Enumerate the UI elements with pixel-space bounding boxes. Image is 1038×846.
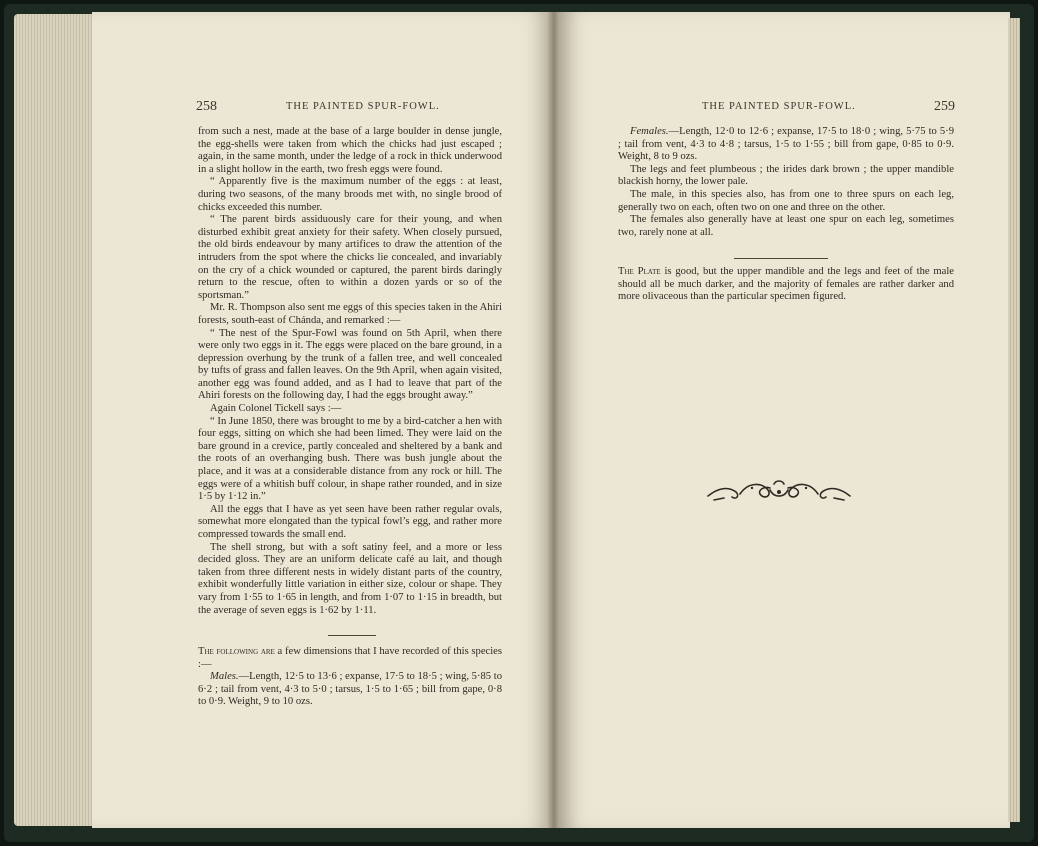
plate-rest: is good, but the upper mandible and the legs and feet of the male should all be much darker, and the majority of females are rather darker and more olivaceous than the particular specimen figured.: [618, 266, 954, 303]
females-label: Females.: [630, 126, 669, 137]
females-measurements: [618, 126, 954, 164]
males-text: —Length, 12·5 to 13·6 ; expanse, 17·5 to 18·5 ; wing, 5·85 to 6·2 ; tail from vent, 4·3 to 5·0 ; tarsus, 1·5 to 1·65 ; bill from gape, 0·8 to 0·9. Weight, 9 to 10 ozs.: [198, 671, 502, 708]
plate-paragraph: [618, 266, 954, 304]
males-label: Males.: [210, 671, 239, 683]
section-rule: [734, 258, 828, 259]
paragraph: “ In June 1850, there was brought to me by a bird-catcher a hen with four eggs, sitting on which she had been limed. They were laid on the bare ground in a crevice, partly concealed and sheltered by a bank and the roots of an overhanging bush. There was bush jungle about the place, and it was at a considerable distance from any rock or hill. The eggs were of a whitish buff colour, in shape rather rounded, and in size 1·5 by 1·12 in.”: [198, 415, 502, 503]
paragraph: The females also generally have at least one spur on each leg, sometimes two, rarely none at all.: [618, 214, 954, 238]
right-running-head: THE PAINTED SPUR-FOWL.: [702, 101, 856, 112]
paragraph: Mr. R. Thompson also sent me eggs of this species taken in the Ahiri forests, south-east of Chánda, and remarked :—: [198, 302, 502, 326]
plate-note: [618, 266, 954, 304]
plate-lead: The Plate: [618, 266, 661, 277]
right-text: [618, 126, 954, 239]
paragraph: from such a nest, made at the base of a large boulder in dense jungle, the egg-shells were taken from which the chicks had just escaped ; again, in the same month, under the ledge of a rock in thick underwood in a slight hollow in the earth, two fresh eggs were found.: [198, 126, 502, 175]
paragraph: “ The nest of the Spur-Fowl was found on 5th April, when there were only two eggs in it. The eggs were placed on the bare ground, in a depression overhung by the trunk of a fallen tree, and well concealed by tufts of grass and fallen leaves. On the 9th April, when again visited, another egg was found added, and as I had to leave that part of the Ahiri forests on the following day, I had the eggs brought away.”: [198, 327, 502, 402]
paragraph: Again Colonel Tickell says :—: [210, 403, 342, 415]
dimensions-lead: The following are: [198, 646, 275, 657]
right-page-edges: [1008, 18, 1020, 822]
left-running-head: THE PAINTED SPUR-FOWL.: [286, 101, 440, 112]
males-measurements: [198, 671, 502, 709]
section-rule: [328, 635, 376, 636]
paragraph: The male, in this species also, has from one to three spurs on each leg, generally two on each, often two on one and three on the other.: [618, 188, 954, 213]
paragraph: The legs and feet plumbeous ; the irides dark brown ; the upper mandible blackish horny, the lower pale.: [618, 163, 954, 188]
paragraph: “ Apparently five is the maximum number of the eggs : at least, during two seasons, of the many broods met with, no single brood of chicks exceeded this number.: [198, 176, 502, 213]
right-page-number: 259: [934, 99, 955, 114]
paragraph: All the eggs that I have as yet seen have been rather regular ovals, somewhat more elongated than the typical fowl’s egg, and rather more compressed towards the small end.: [198, 503, 502, 540]
paragraph: The shell strong, but with a soft satiny feel, and a more or less decided gloss. They are an uniform delicate café au lait, and though taken from three different nests in widely distant parts of the country, exhibit wonderfully little variation in either size, colour or shape. They vary from 1·55 to 1·65 in length, and from 1·07 to 1·15 in breadth, but the average of seven eggs is 1·62 by 1·11.: [198, 541, 502, 616]
paragraph: “ The parent birds assiduously care for their young, and when disturbed exhibit great anxiety for their safety. When closely pursued, the old birds endeavour by many artifices to draw the attention of the intruders from the spot where the chicks lie concealed, and invariably on the cry of a chick wounded or captured, the parent birds daringly return to the rescue, often to within a dozen yards or so of the sportsman.”: [198, 214, 502, 301]
females-text: —Length, 12·0 to 12·6 ; expanse, 17·5 to 18·0 ; wing, 5·75 to 5·9 ; tail from vent, 4·3 to 4·8 ; tarsus, 1·5 to 1·55 ; bill from gape, 0·85 to 0·9. Weight, 8 to 9 ozs.: [618, 126, 954, 163]
tailpiece-ornament: [704, 478, 854, 504]
left-page-number: 258: [196, 99, 217, 114]
left-dimensions: [198, 646, 502, 709]
dimensions-rest: a few dimensions that I have recorded of this species :—: [198, 646, 503, 670]
dimensions-intro: [198, 646, 502, 671]
left-text: [198, 126, 502, 617]
